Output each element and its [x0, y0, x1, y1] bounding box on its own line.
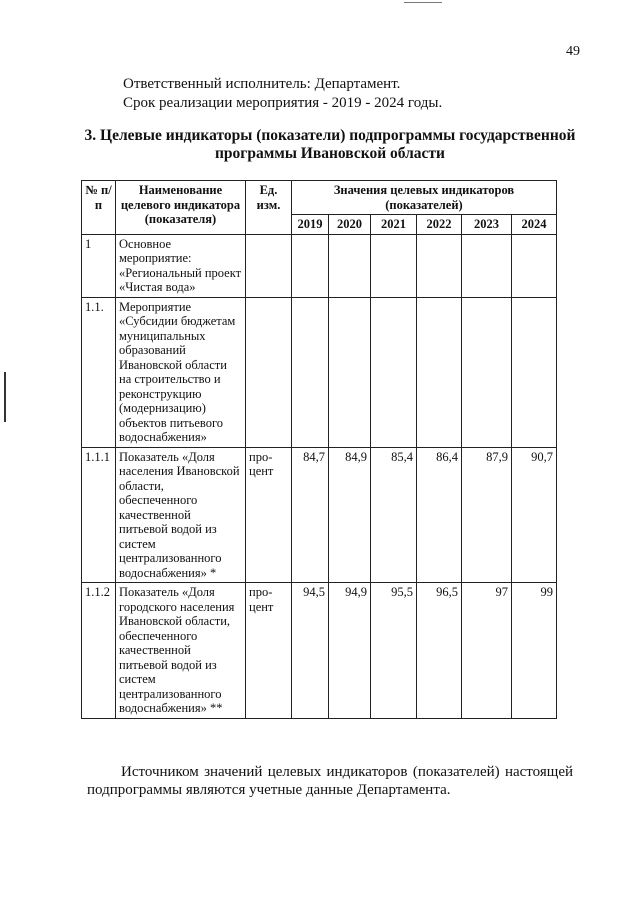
table-row [82, 583, 557, 719]
header-year: 2022 [417, 215, 462, 235]
row-value: 84,9 [329, 447, 371, 583]
header-year: 2019 [292, 215, 329, 235]
scan-artifact-margin [4, 372, 6, 422]
row-value [512, 234, 557, 297]
row-unit [246, 297, 292, 447]
header-unit: Ед. изм. [246, 181, 292, 235]
table-header-row [82, 181, 557, 215]
row-value [371, 297, 417, 447]
row-unit: про-цент [246, 583, 292, 719]
scan-artifact-top [404, 2, 442, 3]
row-value [292, 297, 329, 447]
row-num: 1.1.2 [82, 583, 116, 719]
row-value [512, 297, 557, 447]
indicators-table [81, 180, 557, 719]
row-num: 1.1.1 [82, 447, 116, 583]
row-num: 1.1. [82, 297, 116, 447]
row-value: 95,5 [371, 583, 417, 719]
section-heading-line2: программы Ивановской области [215, 145, 445, 162]
header-name: Наименование целевого индикатора (показателя) [116, 181, 246, 235]
responsible-executor-line: Ответственный исполнитель: Департамент. [123, 76, 401, 92]
row-value: 97 [462, 583, 512, 719]
row-value: 85,4 [371, 447, 417, 583]
row-num: 1 [82, 234, 116, 297]
row-value [462, 234, 512, 297]
section-heading-line1: 3. Целевые индикаторы (показатели) подпрограммы государственной [84, 127, 576, 144]
row-value [417, 297, 462, 447]
header-year: 2023 [462, 215, 512, 235]
page-number: 49 [566, 44, 580, 59]
table-row [82, 297, 557, 447]
source-note: Источником значений целевых индикаторов (показателей) настоящей подпрограммы являются учетные данные Департамента. [87, 764, 573, 798]
header-values-group: Значения целевых индикаторов (показателей) [292, 181, 557, 215]
row-name: Основное мероприятие: «Региональный проект «Чистая вода» [116, 234, 246, 297]
table-row [82, 447, 557, 583]
row-value [329, 234, 371, 297]
row-value [417, 234, 462, 297]
row-value: 86,4 [417, 447, 462, 583]
header-num: № п/п [82, 181, 116, 235]
row-value: 99 [512, 583, 557, 719]
row-value: 90,7 [512, 447, 557, 583]
row-name: Показатель «Доля населения Ивановской области, обеспеченного качественной питьевой водой из систем централизованного водоснабжения» * [116, 447, 246, 583]
row-value: 87,9 [462, 447, 512, 583]
row-value: 84,7 [292, 447, 329, 583]
row-value [292, 234, 329, 297]
table-row [82, 234, 557, 297]
row-value: 94,5 [292, 583, 329, 719]
row-unit [246, 234, 292, 297]
row-value: 94,9 [329, 583, 371, 719]
header-year: 2021 [371, 215, 417, 235]
row-value [329, 297, 371, 447]
header-year: 2024 [512, 215, 557, 235]
row-unit: про-цент [246, 447, 292, 583]
row-value [462, 297, 512, 447]
row-name: Мероприятие «Субсидии бюджетам муниципальных образований Ивановской области на строительство и реконструкцию (модернизацию) объектов питьевого водоснабжения» [116, 297, 246, 447]
row-value [371, 234, 417, 297]
section-heading [60, 127, 600, 163]
implementation-period-line: Срок реализации мероприятия - 2019 - 2024 годы. [123, 95, 443, 111]
header-year: 2020 [329, 215, 371, 235]
row-value: 96,5 [417, 583, 462, 719]
row-name: Показатель «Доля городского населения Ивановской области, обеспеченного качественной питьевой водой из систем централизованного водоснабжения» ** [116, 583, 246, 719]
